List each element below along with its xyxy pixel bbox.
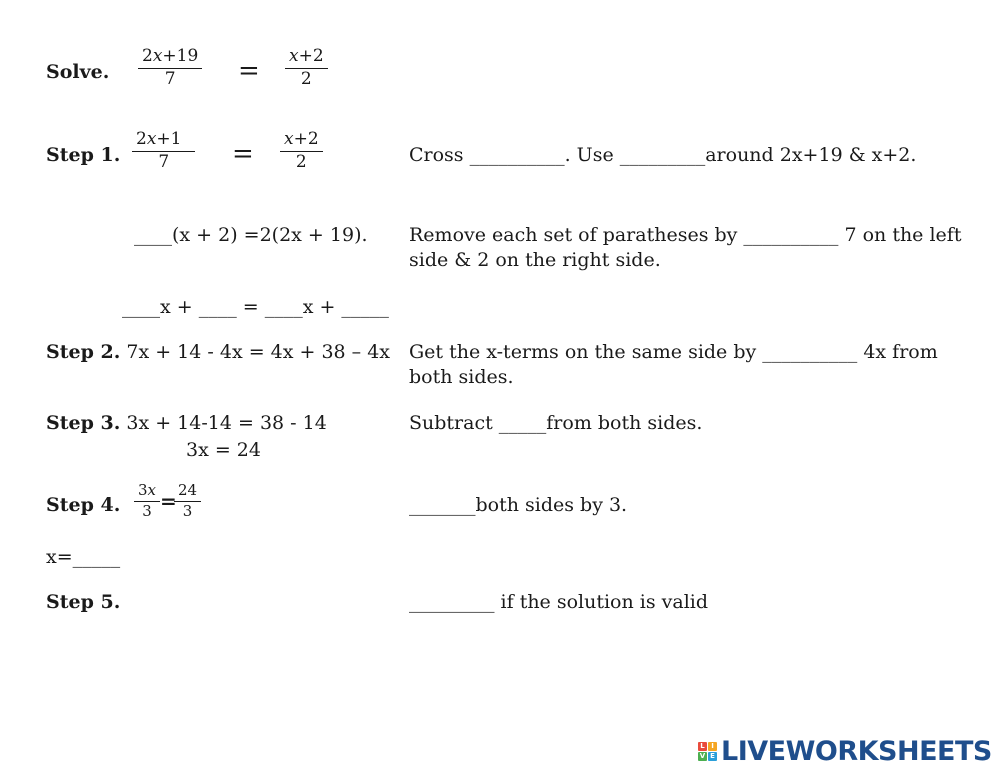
step1-right-fraction <box>280 131 323 172</box>
logo-block: I <box>708 742 717 751</box>
step3-equation2: 3x = 24 <box>186 439 261 461</box>
step5-instruction: _________ if the solution is valid <box>409 591 709 613</box>
step1-line2-equation: ____(x + 2) =2(2x + 19). <box>134 224 368 246</box>
step4-label: Step 4. <box>46 494 121 516</box>
fraction-denominator: 2 <box>295 151 307 172</box>
step1-line3-equation: ____x + ____ = ____x + _____ <box>122 296 389 318</box>
fraction-denominator: 3 <box>182 501 193 520</box>
logo-block: E <box>708 752 717 761</box>
step4-left-fraction <box>134 483 160 520</box>
step2-equation: 7x + 14 - 4x = 4x + 38 – 4x <box>126 341 391 363</box>
fraction-numerator: 𝑥+2 <box>284 129 319 149</box>
logo-text: LIVEWORKSHEETS <box>721 736 992 767</box>
fraction-denominator: 7 <box>164 68 176 89</box>
step3-row <box>46 411 327 436</box>
fraction-numerator: 2𝑥+1 <box>136 129 182 149</box>
step1-instruction2: Remove each set of paratheses by __________ 7 on the left side & 2 on the right side. <box>409 224 962 271</box>
logo-blocks-icon <box>698 742 717 761</box>
step1-left-fraction <box>132 131 195 172</box>
logo-block: L <box>698 742 707 751</box>
step1-label: Step 1. <box>46 144 121 166</box>
step5-label: Step 5. <box>46 591 121 613</box>
step4-right-fraction <box>174 483 201 520</box>
equals-sign: = <box>238 56 260 86</box>
solve-right-fraction <box>285 48 328 89</box>
fraction-numerator: 3𝑥 <box>138 481 157 499</box>
step4-instruction: _______both sides by 3. <box>409 494 628 516</box>
logo-block: V <box>699 752 706 760</box>
fraction-numerator: 24 <box>178 481 198 499</box>
step3-label: Step 3. <box>46 412 121 434</box>
fraction-numerator: 𝑥+2 <box>289 46 324 66</box>
fraction-denominator: 7 <box>158 151 170 172</box>
equals-sign: = <box>160 489 177 513</box>
step2-row <box>46 340 390 365</box>
step3-equation: 3x + 14-14 = 38 - 14 <box>126 412 327 434</box>
step2-label: Step 2. <box>46 341 121 363</box>
equals-sign: = <box>232 139 254 169</box>
fraction-numerator: 2𝑥+19 <box>142 46 199 66</box>
step2-instruction: Get the x-terms on the same side by __________ 4x from both sides. <box>409 341 938 388</box>
solve-left-fraction <box>138 48 202 89</box>
step1-instruction: Cross __________. Use _________around 2x+19 & x+2. <box>409 144 917 166</box>
solve-label: Solve. <box>46 61 110 83</box>
fraction-denominator: 3 <box>142 501 152 520</box>
answer-blank[interactable]: x=_____ <box>46 546 121 568</box>
fraction-denominator: 2 <box>300 68 312 89</box>
liveworksheets-logo <box>698 736 992 767</box>
step3-instruction: Subtract _____from both sides. <box>409 412 703 434</box>
